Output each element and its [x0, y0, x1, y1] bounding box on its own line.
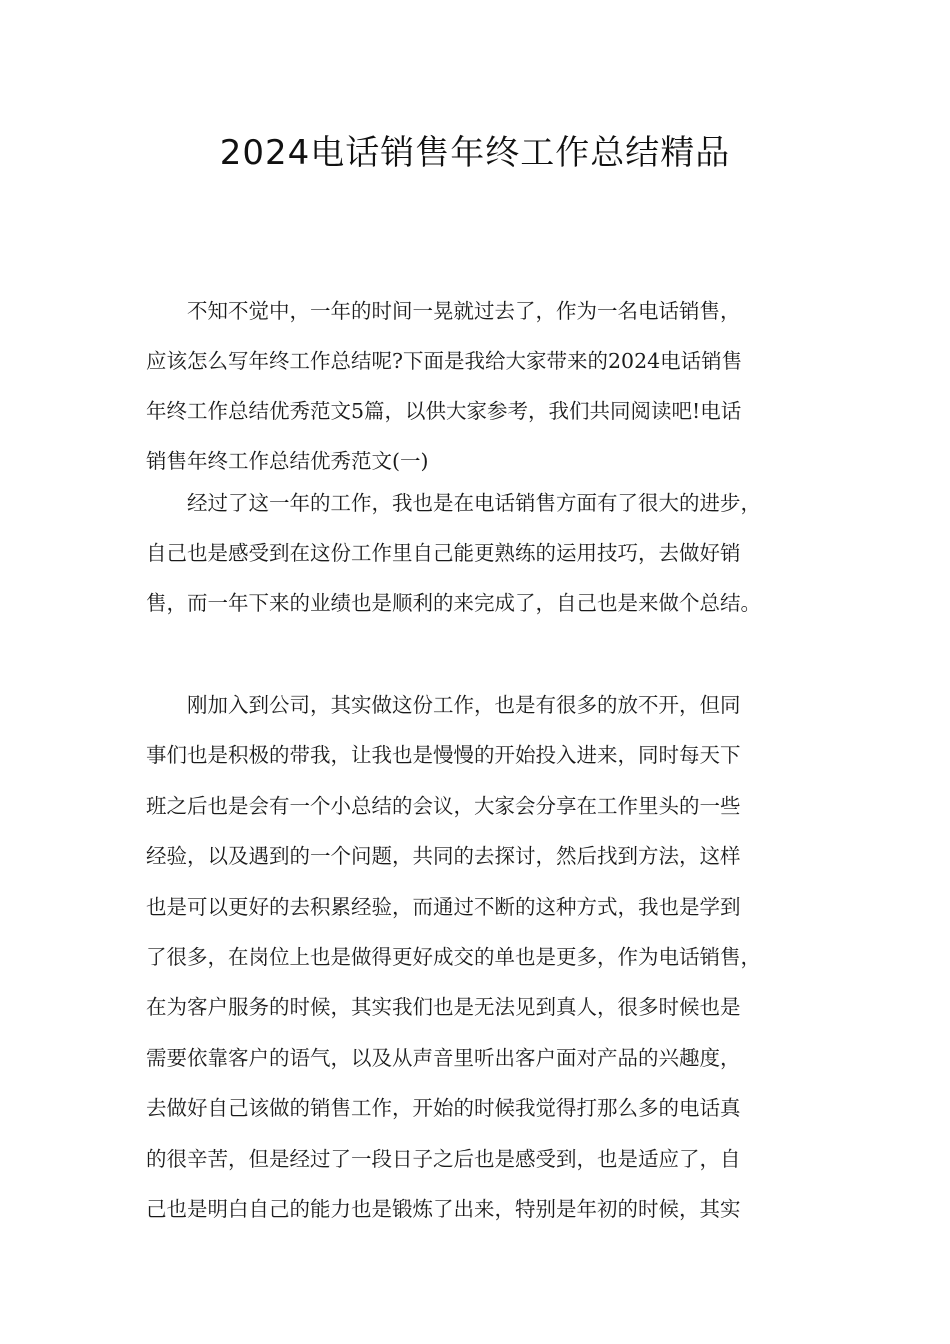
text-line: 不知不觉中，一年的时间一晃就过去了，作为一名电话销售，: [146, 299, 741, 323]
text-line: 在为客户服务的时候，其实我们也是无法见到真人，很多时候也是: [146, 995, 741, 1020]
paragraph-progress: [146, 478, 811, 628]
text-line: 经验，以及遇到的一个问题，共同的去探讨，然后找到方法，这样: [146, 844, 741, 869]
text-line: 的很辛苦，但是经过了一段日子之后也是感受到，也是适应了，自: [146, 1146, 741, 1171]
text-line: 了很多，在岗位上也是做得更好成交的单也是更多，作为电话销售，: [146, 945, 761, 970]
text-line: 事们也是积极的带我，让我也是慢慢的开始投入进来，同时每天下: [146, 743, 741, 768]
document-title: 2024电话销售年终工作总结精品: [219, 133, 731, 173]
paragraph-intro: [146, 286, 811, 486]
text-line: 自己也是感受到在这份工作里自己能更熟练的运用技巧，去做好销: [146, 541, 741, 565]
text-line: 经过了这一年的工作，我也是在电话销售方面有了很大的进步，: [146, 491, 761, 515]
text-line: 年终工作总结优秀范文5篇，以供大家参考，我们共同阅读吧!电话: [146, 399, 742, 423]
text-line: 班之后也是会有一个小总结的会议，大家会分享在工作里头的一些: [146, 793, 741, 818]
paragraph-experience: [146, 680, 811, 1234]
text-line: 也是可以更好的去积累经验，而通过不断的这种方式，我也是学到: [146, 894, 741, 919]
text-line: 销售年终工作总结优秀范文(一): [146, 449, 429, 473]
text-line: 售，而一年下来的业绩也是顺利的来完成了，自己也是来做个总结。: [146, 591, 761, 615]
text-line: 应该怎么写年终工作总结呢?下面是我给大家带来的2024电话销售: [146, 349, 743, 373]
text-line: 去做好自己该做的销售工作，开始的时候我觉得打那么多的电话真: [146, 1096, 741, 1121]
text-line: 刚加入到公司，其实做这份工作，也是有很多的放不开，但同: [146, 693, 741, 717]
text-line: 需要依靠客户的语气，以及从声音里听出客户面对产品的兴趣度，: [146, 1045, 741, 1070]
text-line: 己也是明白自己的能力也是锻炼了出来，特别是年初的时候，其实: [146, 1197, 741, 1222]
